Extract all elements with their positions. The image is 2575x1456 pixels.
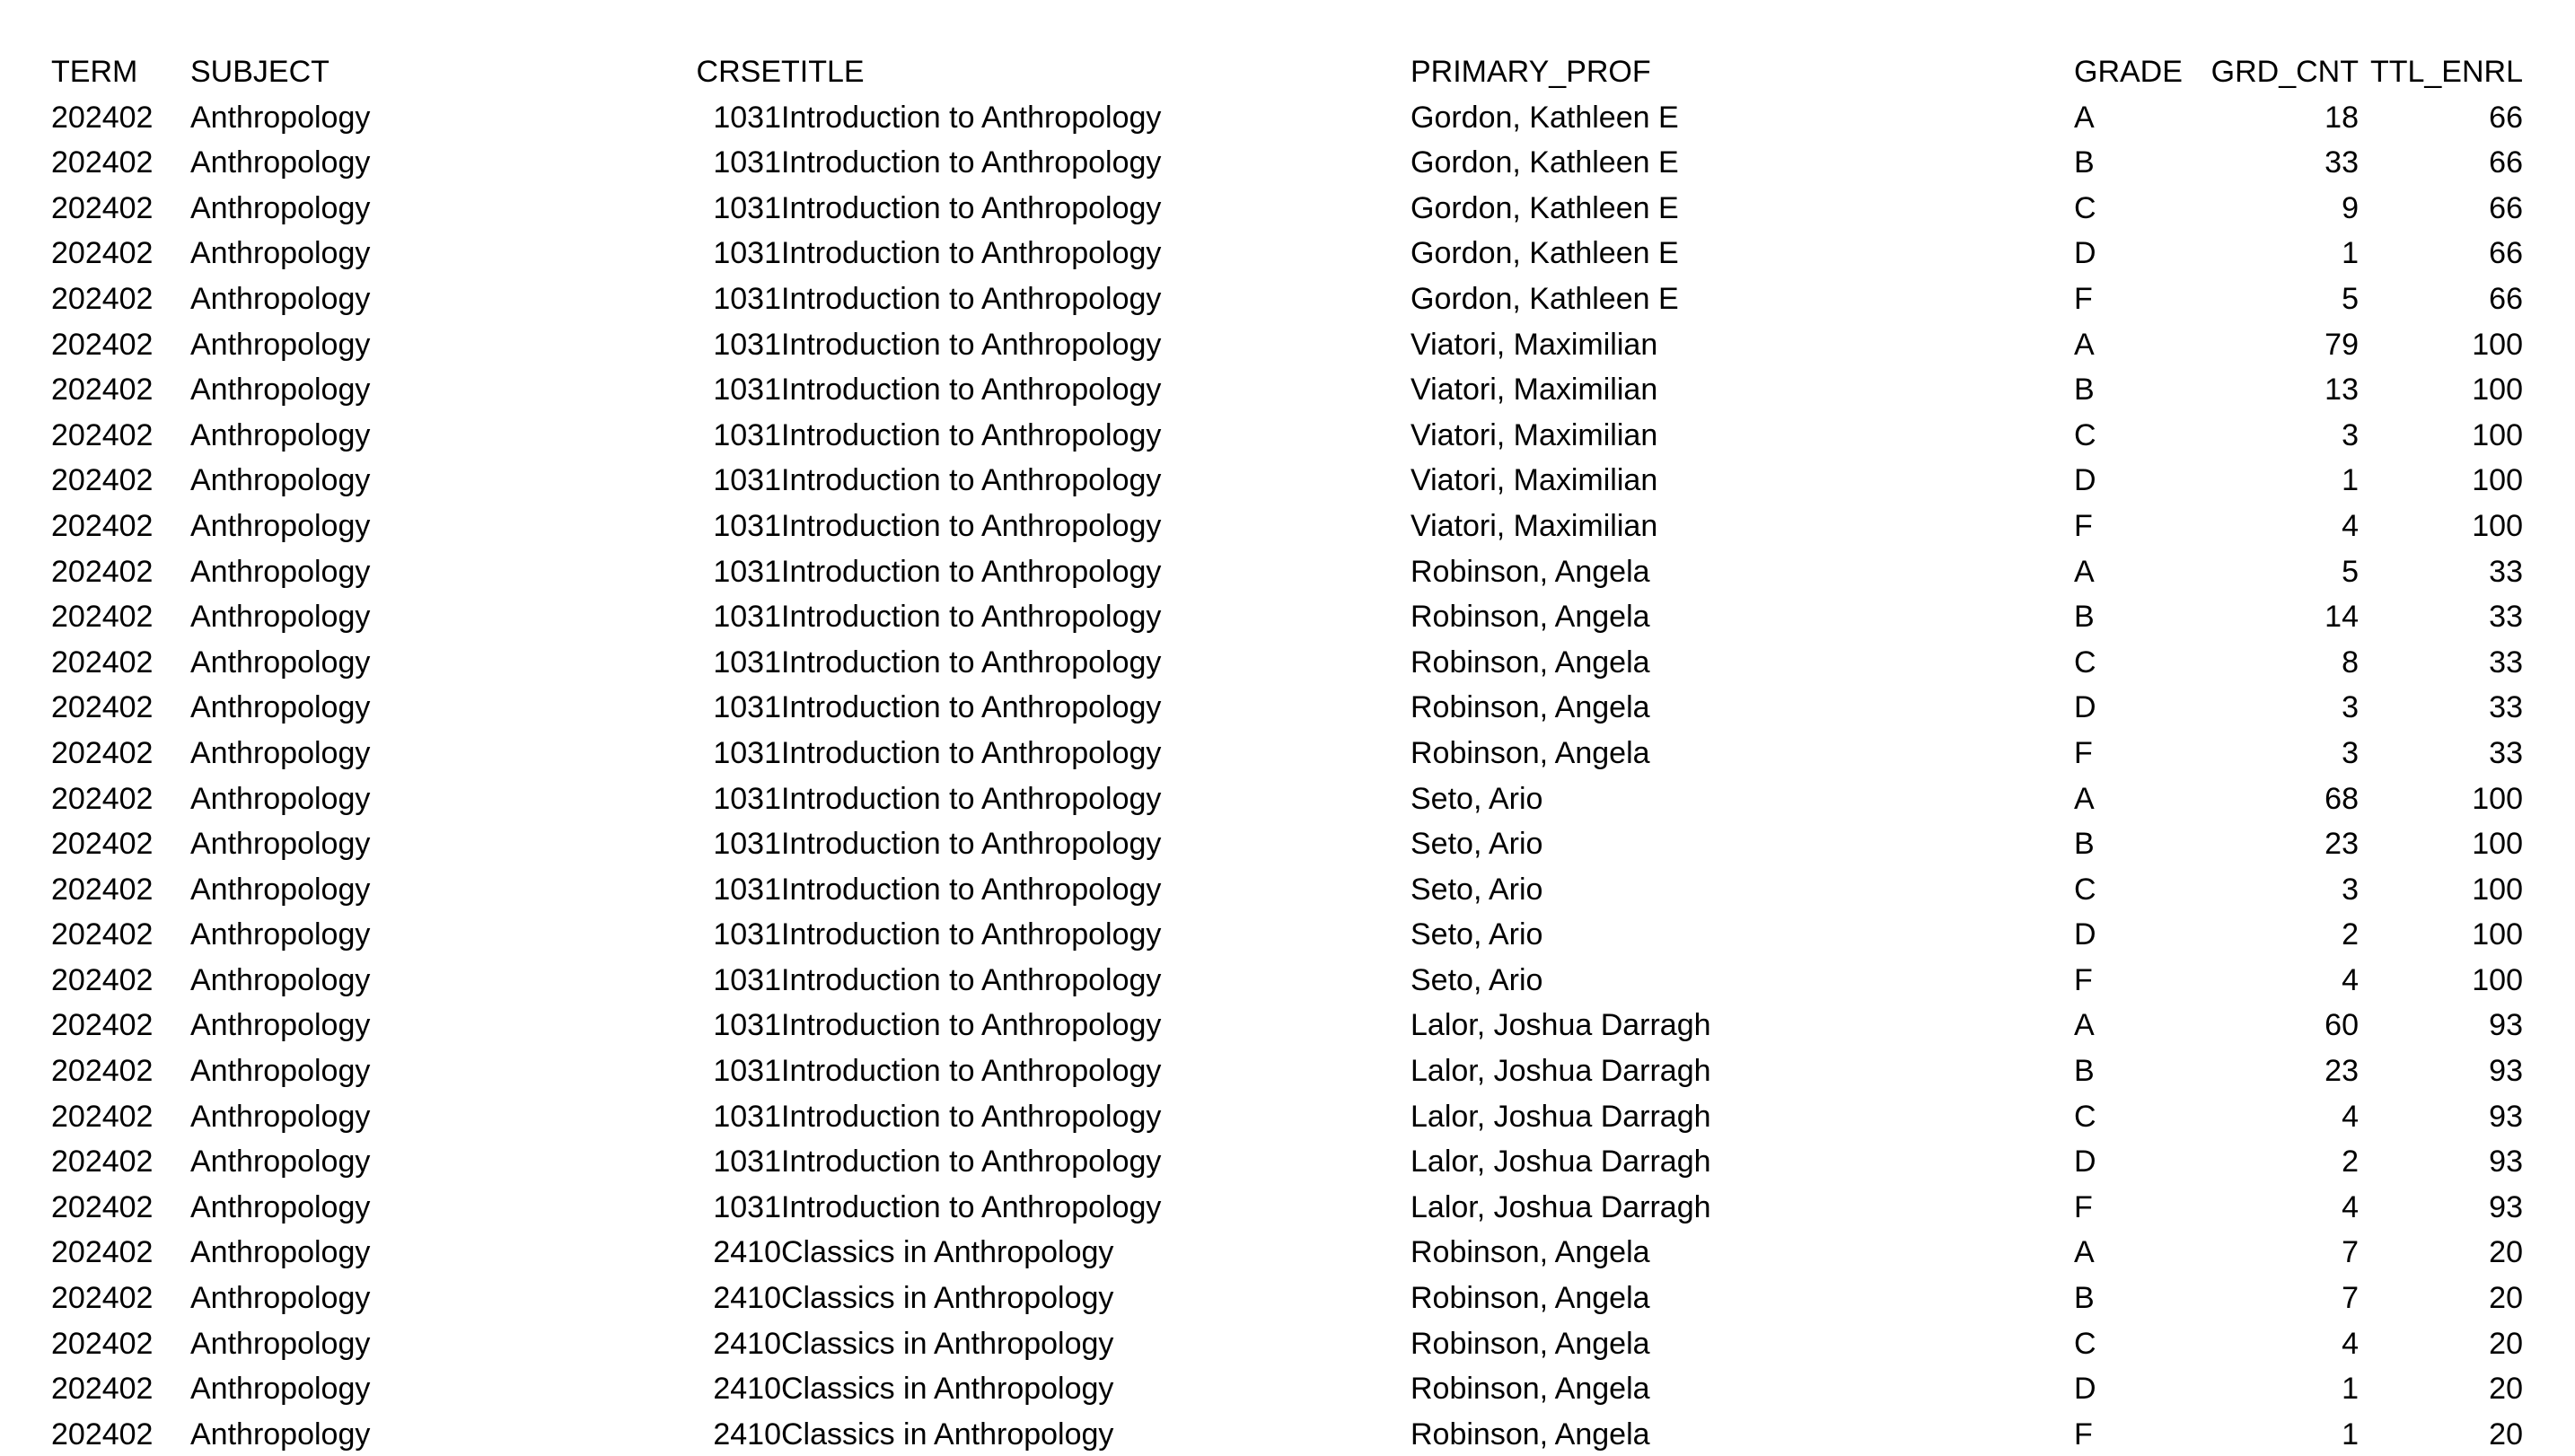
cell-grd-cnt: 1 (2342, 1417, 2359, 1452)
cell-grade: B (2074, 373, 2095, 408)
cell-grade: B (2074, 1054, 2095, 1089)
cell-crse: 1031 (713, 190, 781, 225)
cell-grade: C (2074, 417, 2096, 452)
cell-ttl-enrl: 66 (2489, 281, 2523, 316)
cell-crse: 2410 (713, 1372, 781, 1407)
cell-subject: Anthropology (190, 100, 371, 135)
cell-grade: F (2074, 281, 2093, 316)
cell-crse: 1031 (713, 1145, 781, 1180)
cell-ttl-enrl: 93 (2489, 1145, 2523, 1180)
cell-ttl-enrl: 33 (2489, 645, 2523, 680)
cell-title: Introduction to Anthropology (781, 645, 1162, 680)
cell-ttl-enrl: 20 (2489, 1235, 2523, 1270)
cell-grade: D (2074, 236, 2096, 271)
table-row (51, 685, 2523, 731)
column-header-crse: CRSE (696, 55, 781, 89)
cell-crse: 1031 (713, 417, 781, 452)
table-row (51, 1321, 2523, 1367)
cell-title: Introduction to Anthropology (781, 690, 1162, 725)
cell-crse: 1031 (713, 1008, 781, 1043)
cell-subject: Anthropology (190, 1417, 371, 1452)
cell-title: Classics in Anthropology (781, 1326, 1114, 1361)
cell-primary-prof: Robinson, Angela (1411, 690, 1650, 725)
table-row (51, 231, 2523, 276)
cell-term: 202402 (51, 735, 154, 770)
cell-title: Introduction to Anthropology (781, 735, 1162, 770)
table-header (51, 49, 2523, 95)
cell-grd-cnt: 68 (2325, 781, 2359, 816)
cell-term: 202402 (51, 281, 154, 316)
cell-primary-prof: Robinson, Angela (1411, 1281, 1650, 1316)
cell-title: Introduction to Anthropology (781, 1099, 1162, 1134)
cell-grade: A (2074, 100, 2095, 135)
table-row (51, 549, 2523, 595)
cell-subject: Anthropology (190, 190, 371, 225)
cell-crse: 1031 (713, 645, 781, 680)
cell-term: 202402 (51, 827, 154, 862)
cell-grade: F (2074, 962, 2093, 997)
table-row (51, 1276, 2523, 1321)
cell-grd-cnt: 7 (2342, 1281, 2359, 1316)
cell-primary-prof: Robinson, Angela (1411, 645, 1650, 680)
cell-crse: 1031 (713, 327, 781, 362)
cell-subject: Anthropology (190, 236, 371, 271)
table-row (51, 1185, 2523, 1231)
cell-term: 202402 (51, 417, 154, 452)
cell-subject: Anthropology (190, 1008, 371, 1043)
cell-term: 202402 (51, 1235, 154, 1270)
cell-grd-cnt: 8 (2342, 645, 2359, 680)
cell-primary-prof: Robinson, Angela (1411, 1235, 1650, 1270)
cell-ttl-enrl: 20 (2489, 1326, 2523, 1361)
table-row (51, 1230, 2523, 1276)
cell-grade: D (2074, 1145, 2096, 1180)
cell-ttl-enrl: 33 (2489, 554, 2523, 589)
cell-grade: D (2074, 463, 2096, 498)
cell-grade: A (2074, 327, 2095, 362)
cell-primary-prof: Robinson, Angela (1411, 1326, 1650, 1361)
cell-grd-cnt: 23 (2325, 827, 2359, 862)
cell-subject: Anthropology (190, 690, 371, 725)
table-row (51, 458, 2523, 504)
cell-title: Introduction to Anthropology (781, 373, 1162, 408)
cell-grd-cnt: 4 (2342, 1326, 2359, 1361)
table-row (51, 594, 2523, 640)
cell-title: Classics in Anthropology (781, 1235, 1114, 1270)
cell-subject: Anthropology (190, 1372, 371, 1407)
column-header-grd-cnt: GRD_CNT (2210, 55, 2359, 89)
cell-primary-prof: Robinson, Angela (1411, 1417, 1650, 1452)
cell-ttl-enrl: 33 (2489, 735, 2523, 770)
cell-primary-prof: Seto, Ario (1411, 962, 1543, 997)
cell-grade: C (2074, 1099, 2096, 1134)
cell-grd-cnt: 18 (2325, 100, 2359, 135)
cell-term: 202402 (51, 1417, 154, 1452)
cell-grd-cnt: 33 (2325, 145, 2359, 180)
cell-ttl-enrl: 100 (2472, 827, 2523, 862)
cell-crse: 1031 (713, 145, 781, 180)
cell-crse: 1031 (713, 281, 781, 316)
cell-grade: F (2074, 735, 2093, 770)
cell-subject: Anthropology (190, 600, 371, 635)
cell-ttl-enrl: 20 (2489, 1417, 2523, 1452)
cell-title: Introduction to Anthropology (781, 1054, 1162, 1089)
cell-term: 202402 (51, 327, 154, 362)
cell-grade: D (2074, 690, 2096, 725)
cell-grade: D (2074, 1372, 2096, 1407)
cell-title: Introduction to Anthropology (781, 327, 1162, 362)
cell-primary-prof: Robinson, Angela (1411, 1372, 1650, 1407)
table-row (51, 731, 2523, 776)
cell-ttl-enrl: 100 (2472, 327, 2523, 362)
cell-grd-cnt: 13 (2325, 373, 2359, 408)
cell-grd-cnt: 14 (2325, 600, 2359, 635)
cell-grd-cnt: 4 (2342, 508, 2359, 543)
cell-title: Introduction to Anthropology (781, 554, 1162, 589)
cell-crse: 1031 (713, 962, 781, 997)
cell-grd-cnt: 9 (2342, 190, 2359, 225)
cell-primary-prof: Viatori, Maximilian (1411, 327, 1658, 362)
table-row (51, 1003, 2523, 1048)
cell-grd-cnt: 1 (2342, 1372, 2359, 1407)
table-row (51, 821, 2523, 867)
cell-subject: Anthropology (190, 1099, 371, 1134)
cell-grade: D (2074, 917, 2096, 952)
cell-ttl-enrl: 100 (2472, 781, 2523, 816)
cell-subject: Anthropology (190, 645, 371, 680)
cell-subject: Anthropology (190, 872, 371, 907)
cell-subject: Anthropology (190, 1054, 371, 1089)
cell-grd-cnt: 1 (2342, 236, 2359, 271)
cell-grade: A (2074, 1235, 2095, 1270)
table-row (51, 1366, 2523, 1412)
cell-title: Introduction to Anthropology (781, 1145, 1162, 1180)
cell-crse: 1031 (713, 1054, 781, 1089)
table-row (51, 640, 2523, 686)
cell-term: 202402 (51, 962, 154, 997)
cell-ttl-enrl: 33 (2489, 690, 2523, 725)
cell-title: Introduction to Anthropology (781, 417, 1162, 452)
table-row (51, 276, 2523, 322)
column-header-term: TERM (51, 55, 138, 89)
cell-term: 202402 (51, 1372, 154, 1407)
cell-crse: 1031 (713, 100, 781, 135)
cell-grd-cnt: 5 (2342, 281, 2359, 316)
cell-title: Introduction to Anthropology (781, 100, 1162, 135)
table-row (51, 776, 2523, 822)
cell-grade: A (2074, 554, 2095, 589)
cell-primary-prof: Gordon, Kathleen E (1411, 236, 1679, 271)
cell-grd-cnt: 3 (2342, 872, 2359, 907)
cell-grd-cnt: 2 (2342, 917, 2359, 952)
cell-ttl-enrl: 66 (2489, 236, 2523, 271)
table-row (51, 867, 2523, 913)
column-header-subject: SUBJECT (190, 55, 330, 89)
column-header-grade: GRADE (2074, 55, 2183, 89)
cell-primary-prof: Robinson, Angela (1411, 600, 1650, 635)
cell-title: Introduction to Anthropology (781, 781, 1162, 816)
cell-primary-prof: Viatori, Maximilian (1411, 373, 1658, 408)
grades-table (51, 49, 2523, 1456)
cell-title: Introduction to Anthropology (781, 190, 1162, 225)
cell-term: 202402 (51, 554, 154, 589)
cell-subject: Anthropology (190, 1235, 371, 1270)
cell-term: 202402 (51, 645, 154, 680)
cell-subject: Anthropology (190, 1326, 371, 1361)
cell-grd-cnt: 7 (2342, 1235, 2359, 1270)
cell-ttl-enrl: 20 (2489, 1281, 2523, 1316)
cell-grd-cnt: 3 (2342, 735, 2359, 770)
cell-crse: 1031 (713, 735, 781, 770)
cell-subject: Anthropology (190, 735, 371, 770)
cell-primary-prof: Gordon, Kathleen E (1411, 145, 1679, 180)
cell-title: Introduction to Anthropology (781, 508, 1162, 543)
cell-crse: 2410 (713, 1235, 781, 1270)
cell-subject: Anthropology (190, 145, 371, 180)
cell-primary-prof: Seto, Ario (1411, 781, 1543, 816)
cell-primary-prof: Gordon, Kathleen E (1411, 281, 1679, 316)
column-header-primary-prof: PRIMARY_PROF (1411, 55, 1651, 89)
cell-subject: Anthropology (190, 417, 371, 452)
cell-title: Introduction to Anthropology (781, 600, 1162, 635)
header-row (51, 49, 2523, 95)
cell-primary-prof: Lalor, Joshua Darragh (1411, 1054, 1711, 1089)
table-body (51, 95, 2523, 1456)
cell-ttl-enrl: 100 (2472, 962, 2523, 997)
cell-primary-prof: Gordon, Kathleen E (1411, 100, 1679, 135)
cell-grade: C (2074, 872, 2096, 907)
cell-grade: B (2074, 600, 2095, 635)
cell-grd-cnt: 5 (2342, 554, 2359, 589)
cell-subject: Anthropology (190, 327, 371, 362)
cell-term: 202402 (51, 236, 154, 271)
cell-grade: F (2074, 508, 2093, 543)
table-row (51, 322, 2523, 368)
cell-subject: Anthropology (190, 463, 371, 498)
cell-primary-prof: Seto, Ario (1411, 917, 1543, 952)
table-row (51, 413, 2523, 459)
table-row (51, 1139, 2523, 1185)
cell-term: 202402 (51, 508, 154, 543)
cell-primary-prof: Lalor, Joshua Darragh (1411, 1008, 1711, 1043)
cell-ttl-enrl: 66 (2489, 100, 2523, 135)
cell-ttl-enrl: 66 (2489, 190, 2523, 225)
cell-primary-prof: Seto, Ario (1411, 827, 1543, 862)
cell-ttl-enrl: 93 (2489, 1008, 2523, 1043)
cell-grd-cnt: 4 (2342, 1189, 2359, 1224)
cell-title: Introduction to Anthropology (781, 281, 1162, 316)
cell-term: 202402 (51, 373, 154, 408)
cell-crse: 2410 (713, 1417, 781, 1452)
cell-crse: 1031 (713, 690, 781, 725)
cell-subject: Anthropology (190, 1145, 371, 1180)
cell-grade: A (2074, 1008, 2095, 1043)
column-header-ttl-enrl: TTL_ENRL (2369, 55, 2523, 89)
cell-ttl-enrl: 100 (2472, 917, 2523, 952)
cell-term: 202402 (51, 145, 154, 180)
cell-term: 202402 (51, 1281, 154, 1316)
cell-term: 202402 (51, 1326, 154, 1361)
cell-crse: 1031 (713, 1099, 781, 1134)
table-row (51, 140, 2523, 186)
cell-ttl-enrl: 66 (2489, 145, 2523, 180)
cell-term: 202402 (51, 1099, 154, 1134)
cell-term: 202402 (51, 1145, 154, 1180)
cell-grade: B (2074, 1281, 2095, 1316)
cell-crse: 2410 (713, 1281, 781, 1316)
cell-term: 202402 (51, 1008, 154, 1043)
cell-subject: Anthropology (190, 508, 371, 543)
cell-subject: Anthropology (190, 962, 371, 997)
cell-grade: F (2074, 1189, 2093, 1224)
cell-subject: Anthropology (190, 554, 371, 589)
table-row (51, 958, 2523, 1004)
cell-subject: Anthropology (190, 1281, 371, 1316)
cell-grade: C (2074, 190, 2096, 225)
cell-title: Introduction to Anthropology (781, 236, 1162, 271)
cell-term: 202402 (51, 781, 154, 816)
cell-grade: F (2074, 1417, 2093, 1452)
cell-grade: C (2074, 1326, 2096, 1361)
cell-grade: A (2074, 781, 2095, 816)
cell-crse: 1031 (713, 508, 781, 543)
table-row (51, 1094, 2523, 1140)
cell-grade: C (2074, 645, 2096, 680)
cell-crse: 1031 (713, 781, 781, 816)
cell-term: 202402 (51, 872, 154, 907)
cell-subject: Anthropology (190, 1189, 371, 1224)
cell-ttl-enrl: 100 (2472, 373, 2523, 408)
cell-term: 202402 (51, 600, 154, 635)
table-row (51, 504, 2523, 549)
cell-crse: 1031 (713, 236, 781, 271)
cell-title: Introduction to Anthropology (781, 827, 1162, 862)
cell-primary-prof: Viatori, Maximilian (1411, 508, 1658, 543)
cell-grd-cnt: 1 (2342, 463, 2359, 498)
cell-crse: 1031 (713, 917, 781, 952)
cell-ttl-enrl: 100 (2472, 417, 2523, 452)
cell-crse: 1031 (713, 1189, 781, 1224)
cell-primary-prof: Robinson, Angela (1411, 554, 1650, 589)
cell-grd-cnt: 4 (2342, 962, 2359, 997)
cell-grd-cnt: 23 (2325, 1054, 2359, 1089)
table-row (51, 186, 2523, 232)
cell-title: Introduction to Anthropology (781, 145, 1162, 180)
cell-primary-prof: Viatori, Maximilian (1411, 417, 1658, 452)
cell-term: 202402 (51, 917, 154, 952)
table-row (51, 367, 2523, 413)
cell-title: Classics in Anthropology (781, 1372, 1114, 1407)
cell-ttl-enrl: 93 (2489, 1099, 2523, 1134)
cell-grd-cnt: 60 (2325, 1008, 2359, 1043)
cell-subject: Anthropology (190, 827, 371, 862)
cell-ttl-enrl: 20 (2489, 1372, 2523, 1407)
cell-title: Introduction to Anthropology (781, 1008, 1162, 1043)
cell-crse: 2410 (713, 1326, 781, 1361)
cell-title: Classics in Anthropology (781, 1281, 1114, 1316)
cell-subject: Anthropology (190, 281, 371, 316)
cell-crse: 1031 (713, 827, 781, 862)
cell-ttl-enrl: 93 (2489, 1189, 2523, 1224)
cell-term: 202402 (51, 1189, 154, 1224)
cell-grd-cnt: 3 (2342, 417, 2359, 452)
cell-primary-prof: Viatori, Maximilian (1411, 463, 1658, 498)
cell-primary-prof: Lalor, Joshua Darragh (1411, 1145, 1711, 1180)
cell-crse: 1031 (713, 463, 781, 498)
cell-term: 202402 (51, 463, 154, 498)
cell-grd-cnt: 3 (2342, 690, 2359, 725)
cell-title: Introduction to Anthropology (781, 962, 1162, 997)
cell-primary-prof: Robinson, Angela (1411, 735, 1650, 770)
cell-grd-cnt: 4 (2342, 1099, 2359, 1134)
cell-grade: B (2074, 145, 2095, 180)
cell-crse: 1031 (713, 872, 781, 907)
cell-title: Classics in Anthropology (781, 1417, 1114, 1452)
cell-title: Introduction to Anthropology (781, 872, 1162, 907)
cell-ttl-enrl: 100 (2472, 508, 2523, 543)
cell-subject: Anthropology (190, 917, 371, 952)
cell-primary-prof: Seto, Ario (1411, 872, 1543, 907)
table-row (51, 912, 2523, 958)
cell-ttl-enrl: 100 (2472, 463, 2523, 498)
cell-crse: 1031 (713, 373, 781, 408)
cell-term: 202402 (51, 100, 154, 135)
cell-primary-prof: Lalor, Joshua Darragh (1411, 1189, 1711, 1224)
cell-crse: 1031 (713, 600, 781, 635)
cell-term: 202402 (51, 690, 154, 725)
cell-grd-cnt: 79 (2325, 327, 2359, 362)
cell-ttl-enrl: 100 (2472, 872, 2523, 907)
column-header-title: TITLE (781, 55, 865, 89)
cell-subject: Anthropology (190, 373, 371, 408)
cell-term: 202402 (51, 190, 154, 225)
cell-term: 202402 (51, 1054, 154, 1089)
cell-primary-prof: Gordon, Kathleen E (1411, 190, 1679, 225)
cell-grade: B (2074, 827, 2095, 862)
cell-ttl-enrl: 33 (2489, 600, 2523, 635)
table-row (51, 95, 2523, 141)
cell-subject: Anthropology (190, 781, 371, 816)
cell-grd-cnt: 2 (2342, 1145, 2359, 1180)
table-row (51, 1048, 2523, 1094)
cell-primary-prof: Lalor, Joshua Darragh (1411, 1099, 1711, 1134)
cell-crse: 1031 (713, 554, 781, 589)
cell-title: Introduction to Anthropology (781, 917, 1162, 952)
cell-title: Introduction to Anthropology (781, 463, 1162, 498)
cell-ttl-enrl: 93 (2489, 1054, 2523, 1089)
table-row (51, 1412, 2523, 1456)
cell-title: Introduction to Anthropology (781, 1189, 1162, 1224)
